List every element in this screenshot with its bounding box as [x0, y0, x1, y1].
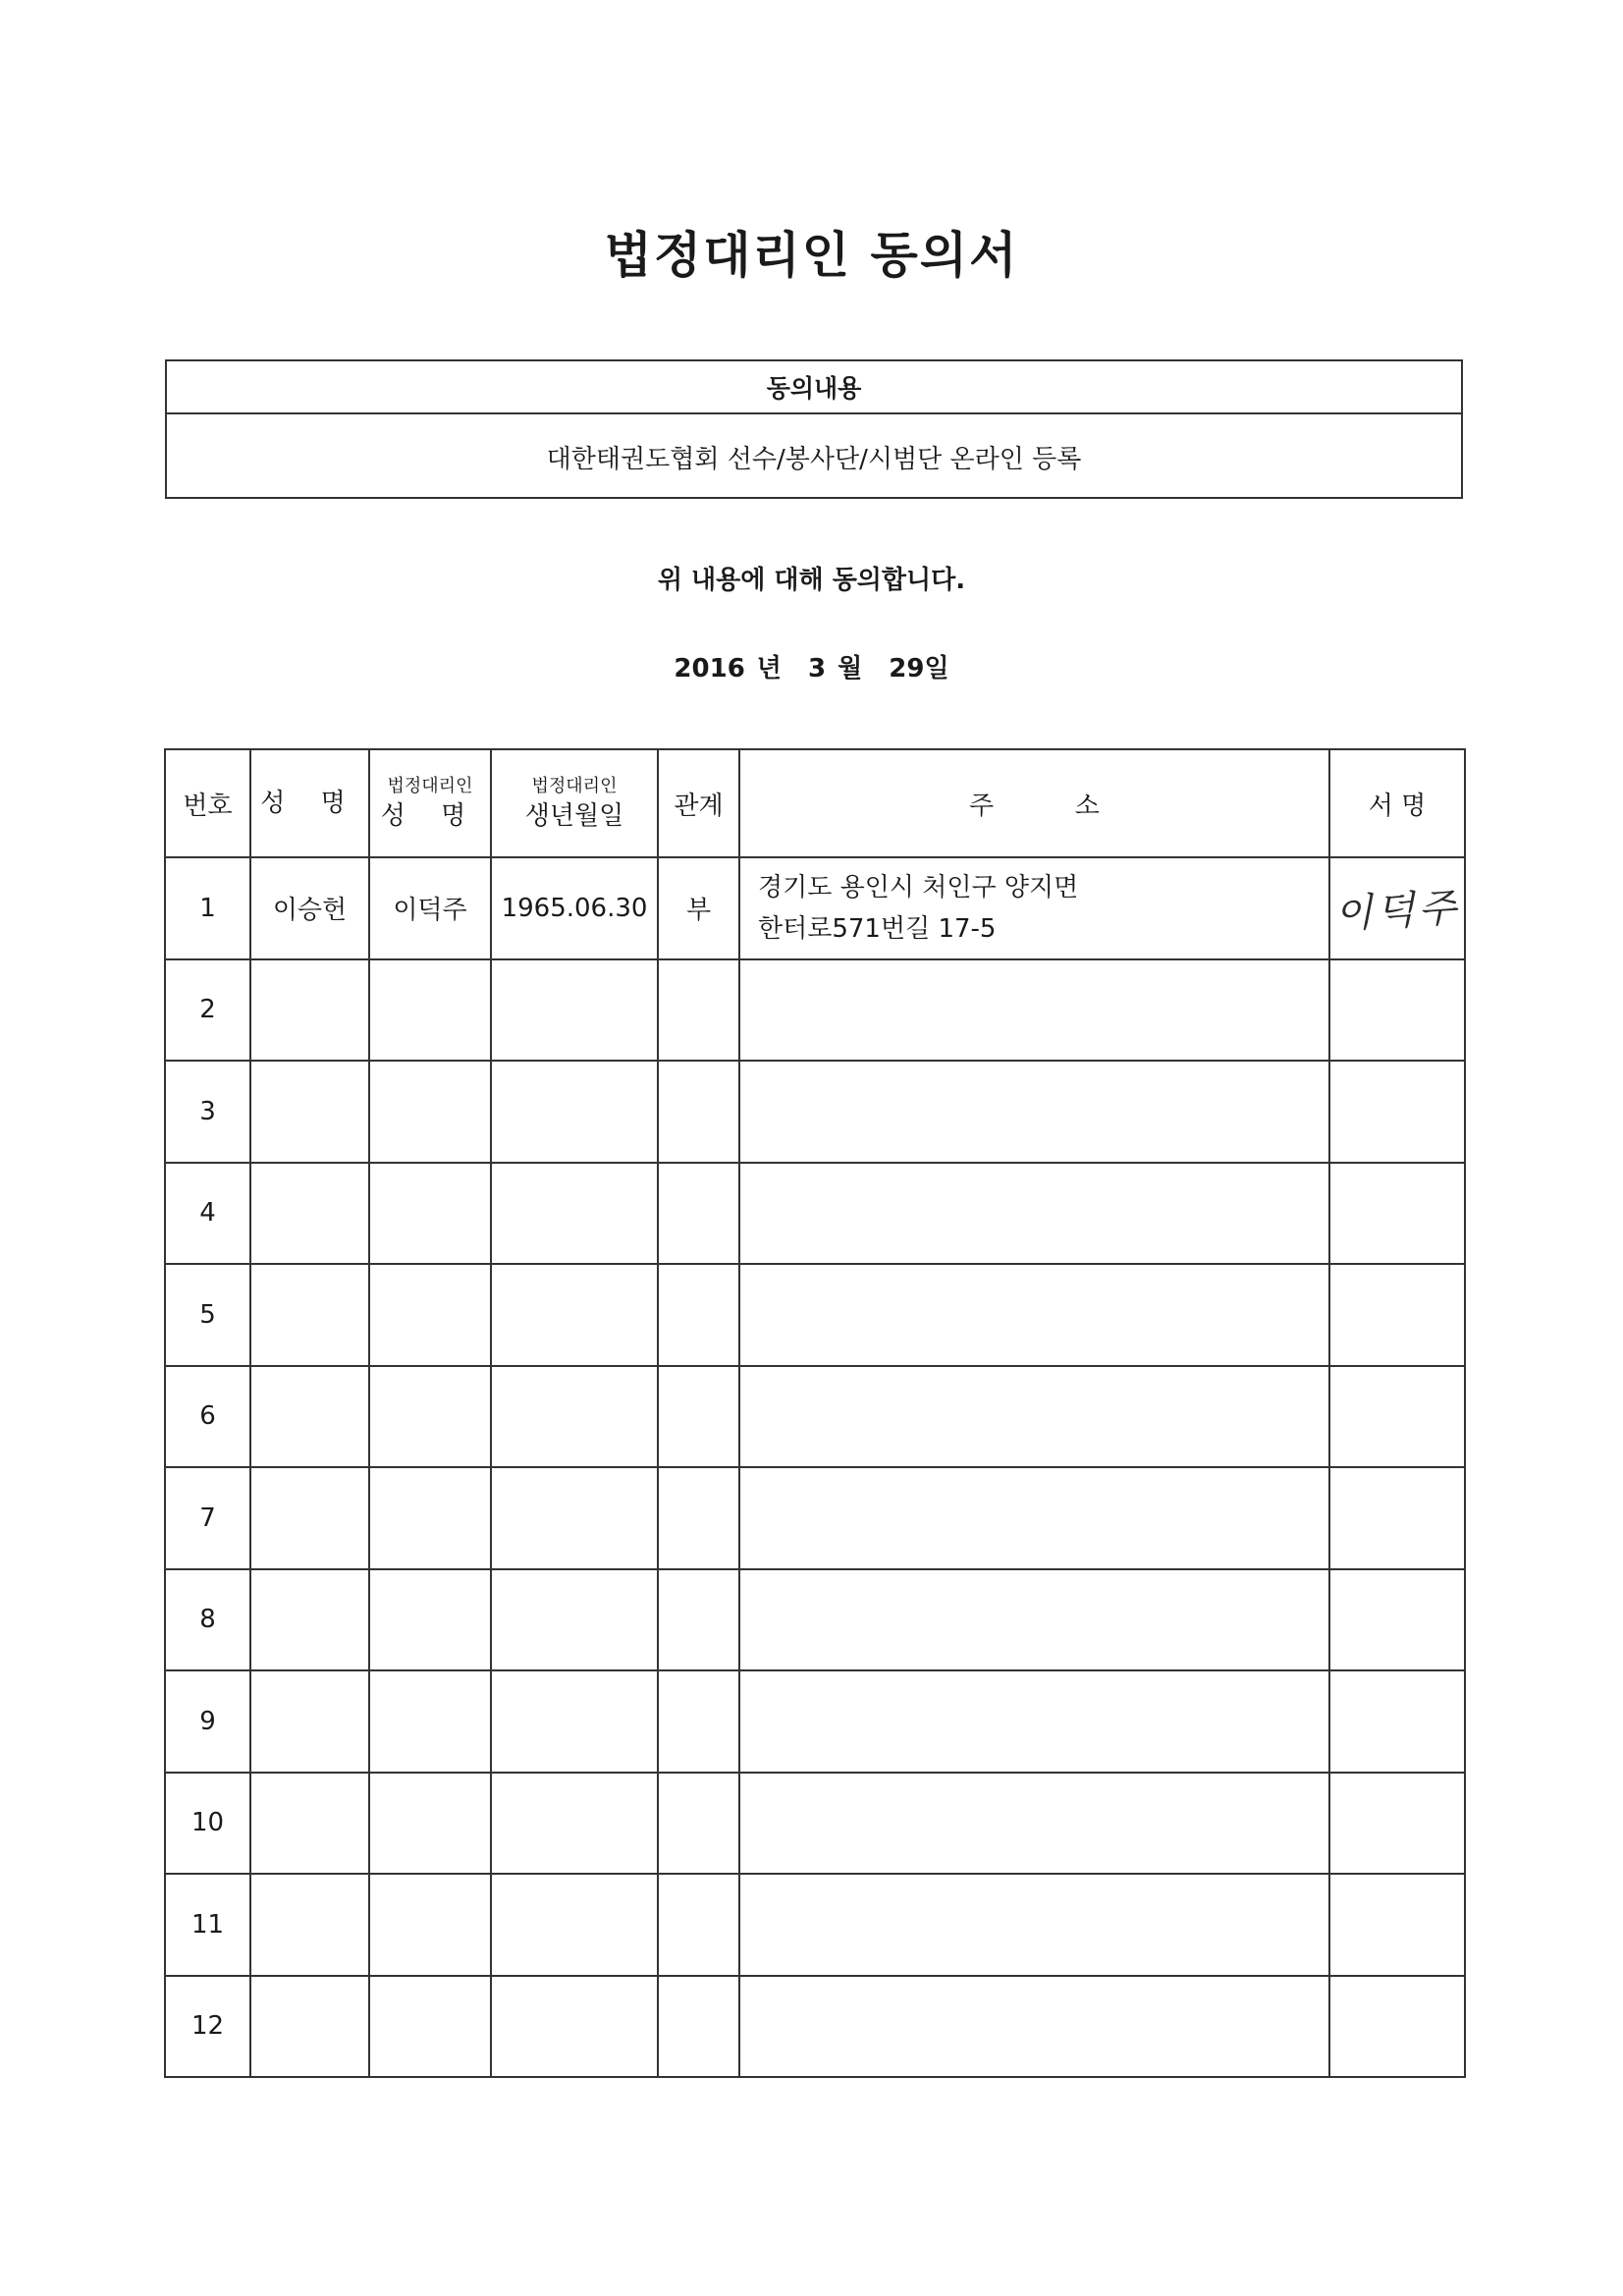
table-row — [165, 1569, 1465, 1671]
date-year-unit: 년 — [756, 654, 782, 683]
cell-guardian-birth: 1965.06.30 — [491, 857, 658, 959]
cell-no: 7 — [165, 1467, 250, 1569]
cell-no: 2 — [165, 959, 250, 1062]
cell-guardian-name: 이덕주 — [369, 857, 491, 959]
header-signature: 서 명 — [1329, 749, 1465, 857]
cell-name: 이승헌 — [250, 857, 369, 959]
handwritten-signature: 이덕주 — [1333, 885, 1462, 938]
header-guardian-birth-sub: 법정대리인 — [531, 776, 618, 796]
date-month-unit: 월 — [838, 654, 863, 683]
date-day: 29일 — [889, 654, 949, 683]
table-row — [165, 1773, 1465, 1875]
header-address: 주 소 — [739, 749, 1329, 857]
agreement-statement: 위 내용에 대해 동의합니다. — [657, 566, 966, 595]
cell-relation: 부 — [658, 857, 739, 959]
table-row — [165, 1467, 1465, 1569]
table-row — [165, 1163, 1465, 1265]
date-year: 2016 — [674, 654, 745, 683]
header-guardian-birth-main: 생년월일 — [524, 801, 624, 831]
cell-no: 11 — [165, 1874, 250, 1976]
consent-date — [0, 648, 1623, 684]
cell-no: 9 — [165, 1670, 250, 1773]
table-row — [165, 1670, 1465, 1773]
table-row — [165, 857, 1465, 959]
cell-no: 5 — [165, 1264, 250, 1366]
address-line-1: 경기도 용인시 처인구 양지면 — [758, 872, 1079, 902]
header-name: 성 명 — [250, 749, 369, 857]
table-row — [165, 1061, 1465, 1163]
header-relation: 관계 — [658, 749, 739, 857]
consent-content: 대한태권도협회 선수/봉사단/시범단 온라인 등록 — [546, 444, 1082, 474]
table-row — [165, 959, 1465, 1062]
date-month: 3 — [807, 654, 827, 683]
document-title: 법정대리인 동의서 — [604, 227, 1019, 284]
header-guardian-name-main: 성 명 — [380, 801, 480, 831]
cell-no: 4 — [165, 1163, 250, 1265]
consent-box — [165, 359, 1463, 499]
cell-no: 3 — [165, 1061, 250, 1163]
registration-table — [164, 748, 1466, 2078]
table-row — [165, 1874, 1465, 1976]
table-row — [165, 1976, 1465, 2078]
cell-no: 8 — [165, 1569, 250, 1671]
cell-signature — [1329, 857, 1465, 959]
cell-no: 10 — [165, 1773, 250, 1875]
table-row — [165, 1366, 1465, 1468]
header-no: 번호 — [165, 749, 250, 857]
consent-header: 동의내용 — [167, 361, 1461, 414]
cell-address — [739, 857, 1329, 959]
cell-no: 1 — [165, 857, 250, 959]
address-line-2: 한터로571번길 17-5 — [758, 913, 997, 944]
table-header-row — [165, 749, 1465, 857]
table-row — [165, 1264, 1465, 1366]
cell-no: 12 — [165, 1976, 250, 2078]
cell-no: 6 — [165, 1366, 250, 1468]
header-guardian-name-sub: 법정대리인 — [387, 776, 473, 796]
header-guardian-name — [369, 749, 491, 857]
header-guardian-birth — [491, 749, 658, 857]
